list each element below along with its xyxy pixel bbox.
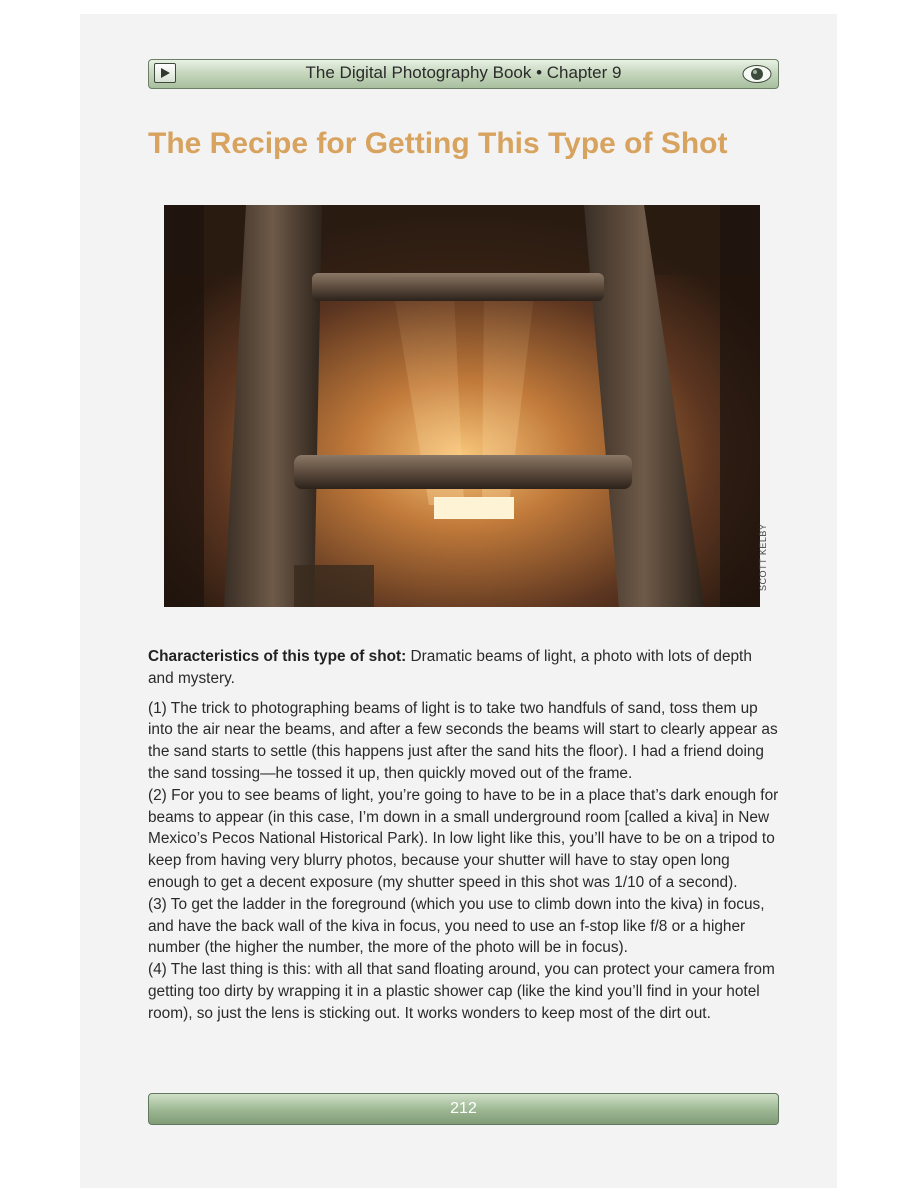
characteristics-text: Dramatic beams of light, a photo with lots of depth and mystery.	[148, 648, 752, 687]
chapter-header-bar	[148, 59, 779, 89]
chapter-title: The Digital Photography Book • Chapter 9	[305, 63, 622, 82]
section-heading: The Recipe for Getting This Type of Shot	[148, 127, 728, 160]
tip-paragraph-3: (3) To get the ladder in the foreground (which you use to climb down into the kiva) in focus, and have the back wall of the kiva in focus, you need to use an f-stop like f/8 or a higher number (the higher the number, the more of the photo will be in focus).	[148, 895, 765, 957]
characteristics-label: Characteristics of this type of shot:	[148, 648, 407, 665]
kiva-ladder-photo	[164, 205, 760, 607]
page-footer-bar	[148, 1093, 779, 1125]
characteristics-paragraph	[148, 646, 780, 690]
eye-icon[interactable]	[742, 64, 772, 84]
photo-credit: SCOTT KELBY	[758, 523, 768, 591]
tip-paragraph-4: (4) The last thing is this: with all that sand floating around, you can protect your camera from getting too dirty by wrapping it in a plastic shower cap (like the kind you’ll find in your hotel room), so just the lens is sticking out. It works wonders to keep most of the dirt out.	[148, 961, 775, 1022]
body-text	[148, 646, 780, 1025]
tip-paragraph-2: (2) For you to see beams of light, you’re going to have to be in a place that’s dark enough for beams to appear (in this case, I’m down in a small underground room [called a kiva] in New Mexico’s Pecos National Historical Park). In low light like this, you’ll have to be on a tripod to keep from having very blurry photos, because your shutter will have to stay open long enough to get a decent exposure (my shutter speed in this shot was 1/10 of a second).	[148, 786, 779, 891]
page-number: 212	[450, 1100, 477, 1117]
tip-paragraph-1: (1) The trick to photographing beams of light is to take two handfuls of sand, toss them up into the air near the beams, and after a few seconds the beams will start to clearly appear as the sand starts to settle (this happens just after the sand hits the floor). I had a friend doing the sand tossing—he tossed it up, then quickly moved out of the frame.	[148, 699, 778, 782]
